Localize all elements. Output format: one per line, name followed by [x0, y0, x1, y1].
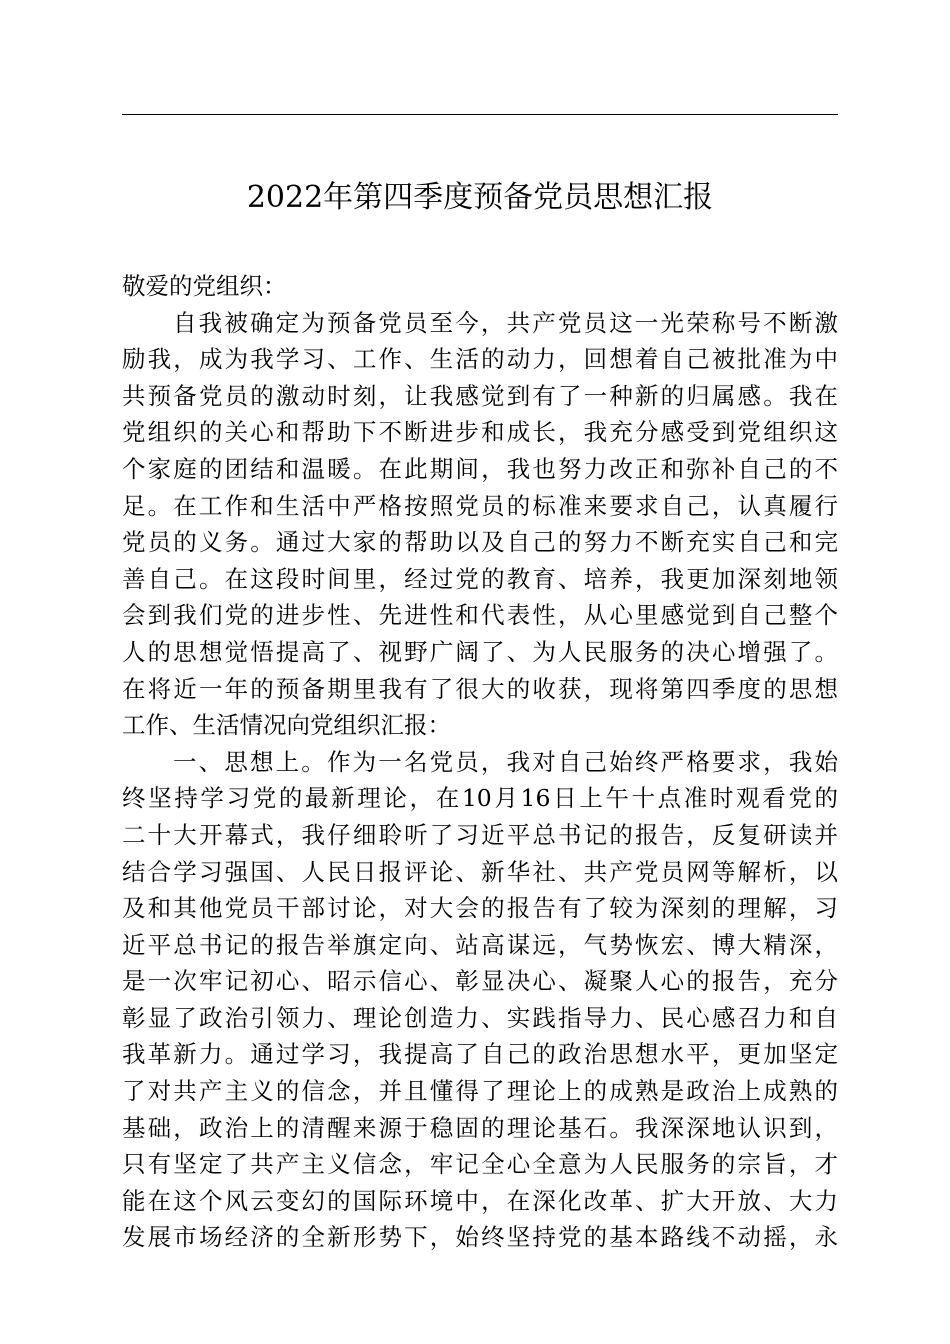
- text-line: 个家庭的团结和温暖。在此期间，我也努力改正和弥补自己的不: [122, 454, 838, 483]
- text-line: 二十大开幕式，我仔细聆听了习近平总书记的报告，反复研读并: [122, 820, 838, 849]
- text-line: 工作、生活情况向党组织汇报：: [122, 711, 451, 740]
- paragraph-2: [122, 744, 838, 1256]
- text-line: 自我被确定为预备党员至今，共产党员这一光荣称号不断激: [173, 308, 838, 337]
- text-line: 是一次牢记初心、昭示信心、彰显决心、凝聚人心的报告，充分: [122, 967, 838, 996]
- text-line: 人的思想觉悟提高了、视野广阔了、为人民服务的决心增强了。: [122, 637, 838, 666]
- text-line: 善自己。在这段时间里，经过党的教育、培养，我更加深刻地领: [122, 564, 838, 593]
- document-body: [122, 268, 838, 1256]
- text-line: 及和其他党员干部讨论，对大会的报告有了较为深刻的理解，习: [122, 894, 838, 923]
- header-rule: [122, 114, 838, 115]
- text-line: 了对共产主义的信念，并且懂得了理论上的成熟是政治上成熟的: [122, 1077, 838, 1106]
- text-line: 结合学习强国、人民日报评论、新华社、共产党员网等解析，以: [122, 857, 838, 886]
- text-line: 一、思想上。作为一名党员，我对自己始终严格要求，我始: [173, 747, 838, 776]
- text-line: 发展市场经济的全新形势下，始终坚持党的基本路线不动摇，永: [122, 1223, 838, 1252]
- text-line: 会到我们党的进步性、先进性和代表性，从心里感觉到自己整个: [122, 601, 838, 630]
- document-title: 2022年第四季度预备党员思想汇报: [246, 180, 714, 215]
- text-line: 基础，政治上的清醒来源于稳固的理论基石。我深深地认识到，: [122, 1113, 838, 1142]
- text-line: 党组织的关心和帮助下不断进步和成长，我充分感受到党组织这: [122, 418, 838, 447]
- text-line: 励我，成为我学习、工作、生活的动力，回想着自己被批准为中: [122, 345, 838, 374]
- text-line: 近平总书记的报告举旗定向、站高谋远，气势恢宏、博大精深，: [122, 930, 838, 959]
- text-line: 足。在工作和生活中严格按照党员的标准来要求自己，认真履行: [122, 491, 838, 520]
- text-line: 只有坚定了共产主义信念，牢记全心全意为人民服务的宗旨，才: [122, 1150, 838, 1179]
- text-line: 彰显了政治引领力、理论创造力、实践指导力、民心感召力和自: [122, 1003, 838, 1032]
- text-line: 在将近一年的预备期里我有了很大的收获，现将第四季度的思想: [122, 674, 838, 703]
- text-line: 能在这个风云变幻的国际环境中，在深化改革、扩大开放、大力: [122, 1186, 838, 1215]
- text-line: 共预备党员的激动时刻，让我感觉到有了一种新的归属感。我在: [122, 381, 838, 410]
- text-line: 我革新力。通过学习，我提高了自己的政治思想水平，更加坚定: [122, 1040, 838, 1069]
- text-line: 终坚持学习党的最新理论，在10月16日上午十点准时观看党的: [122, 784, 838, 813]
- salutation: 敬爱的党组织：: [122, 272, 287, 300]
- paragraph-1: [122, 305, 838, 744]
- text-line: 党员的义务。通过大家的帮助以及自己的努力不断充实自己和完: [122, 528, 838, 557]
